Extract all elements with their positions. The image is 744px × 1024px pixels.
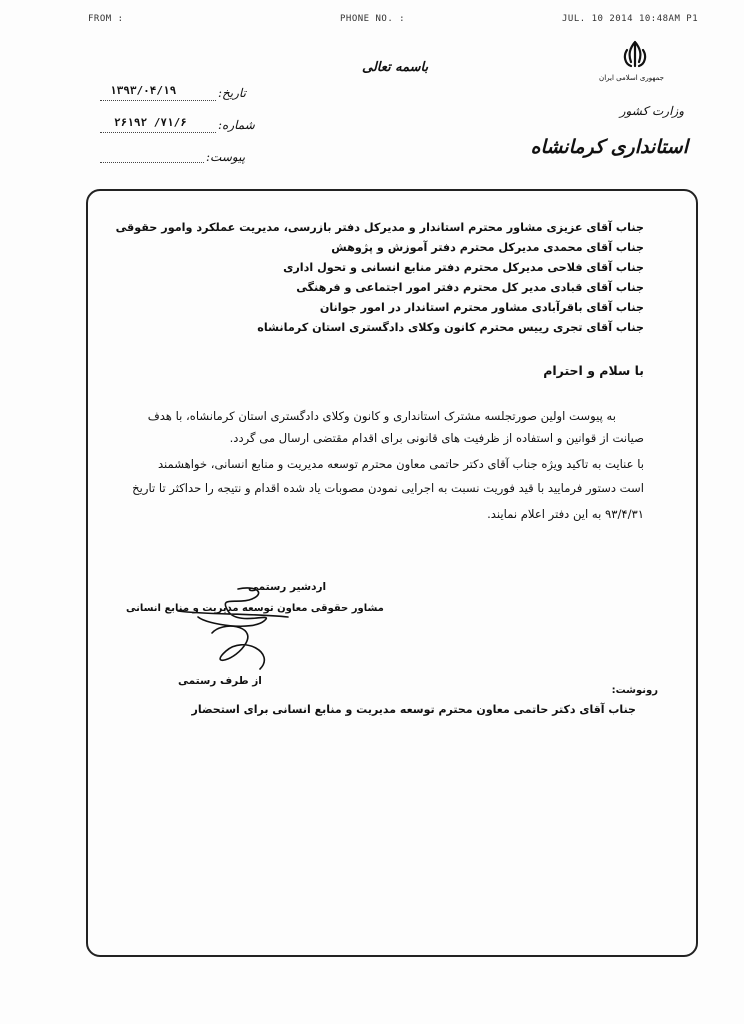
emblem-icon	[618, 38, 652, 72]
signature-proxy: از طرف رستمی	[178, 675, 262, 687]
fax-datetime: JUL. 10 2014 10:48AM P1	[562, 14, 699, 24]
body-line-5: ۹۳/۴/۳۱ به این دفتر اعلام نمایند.	[487, 507, 644, 521]
fax-phone: PHONE NO. :	[340, 14, 406, 24]
addressee-6: جناب آقای تجری رییس محترم کانون وکلای دادگستری استان کرمانشاه	[257, 321, 644, 334]
number-value: ۷۱/۶/ ۲۶۱۹۲	[114, 116, 187, 129]
attachment-label: پیوست:	[206, 150, 246, 164]
letter-frame	[86, 189, 698, 957]
body-line-4: است دستور فرمایید با قید فوریت نسبت به اجرایی نمودن مصوبات یاد شده اقدام و نتیجه را حداکثر تا تاریخ	[132, 481, 644, 495]
addressee-2: جناب آقای محمدی مدیرکل محترم دفتر آموزش و پژوهش	[331, 241, 644, 254]
emblem-subtitle: جمهوری اسلامی ایران	[599, 74, 664, 82]
body-line-2: صیانت از قوانین و استفاده از ظرفیت های قانونی برای اقدام مقتضی ارسال می گردد.	[229, 431, 644, 445]
office-name: استانداری کرمانشاه	[530, 136, 688, 158]
body-line-3: با عنایت به تاکید ویژه جناب آقای دکتر حاتمی معاون محترم توسعه مدیریت و منابع انسانی، خواهشمند	[157, 457, 644, 471]
number-label: شماره:	[218, 118, 255, 132]
handwritten-signature	[168, 581, 298, 673]
addressee-1: جناب آقای عزیزی مشاور محترم استاندار و مدیرکل دفتر بازرسی، مدیریت عملکرد وامور حقوقی	[115, 221, 644, 234]
cc-text: جناب آقای دکتر حاتمی معاون محترم توسعه مدیریت و منابع انسانی برای استحضار	[191, 703, 636, 716]
invocation: باسمه تعالی	[362, 60, 429, 75]
date-label: تاریخ:	[218, 86, 246, 100]
ministry-name: وزارت کشور	[619, 104, 684, 118]
cc-label: رونوشت:	[611, 685, 658, 696]
signatory-title: مشاور حقوقی معاون توسعه مدیریت و منابع انسانی	[126, 603, 384, 614]
attachment-line	[100, 150, 204, 163]
addressee-4: جناب آقای قبادی مدیر کل محترم دفتر امور اجتماعی و فرهنگی	[296, 281, 644, 294]
signatory-name: اردشیر رستمی	[248, 581, 327, 593]
salutation: با سلام و احترام	[543, 363, 644, 378]
addressee-3: جناب آقای فلاحی مدیرکل محترم دفتر منابع انسانی و تحول اداری	[283, 261, 644, 274]
date-value: ۱۳۹۳/۰۴/۱۹	[110, 84, 177, 97]
addressee-5: جناب آقای باقرآبادی مشاور محترم استاندار در امور جوانان	[319, 301, 644, 314]
body-line-1: به پیوست اولین صورتجلسه مشترک استانداری و کانون وکلای دادگستری استان کرمانشاه، با هدف	[147, 409, 616, 423]
fax-from: FROM :	[88, 14, 124, 24]
